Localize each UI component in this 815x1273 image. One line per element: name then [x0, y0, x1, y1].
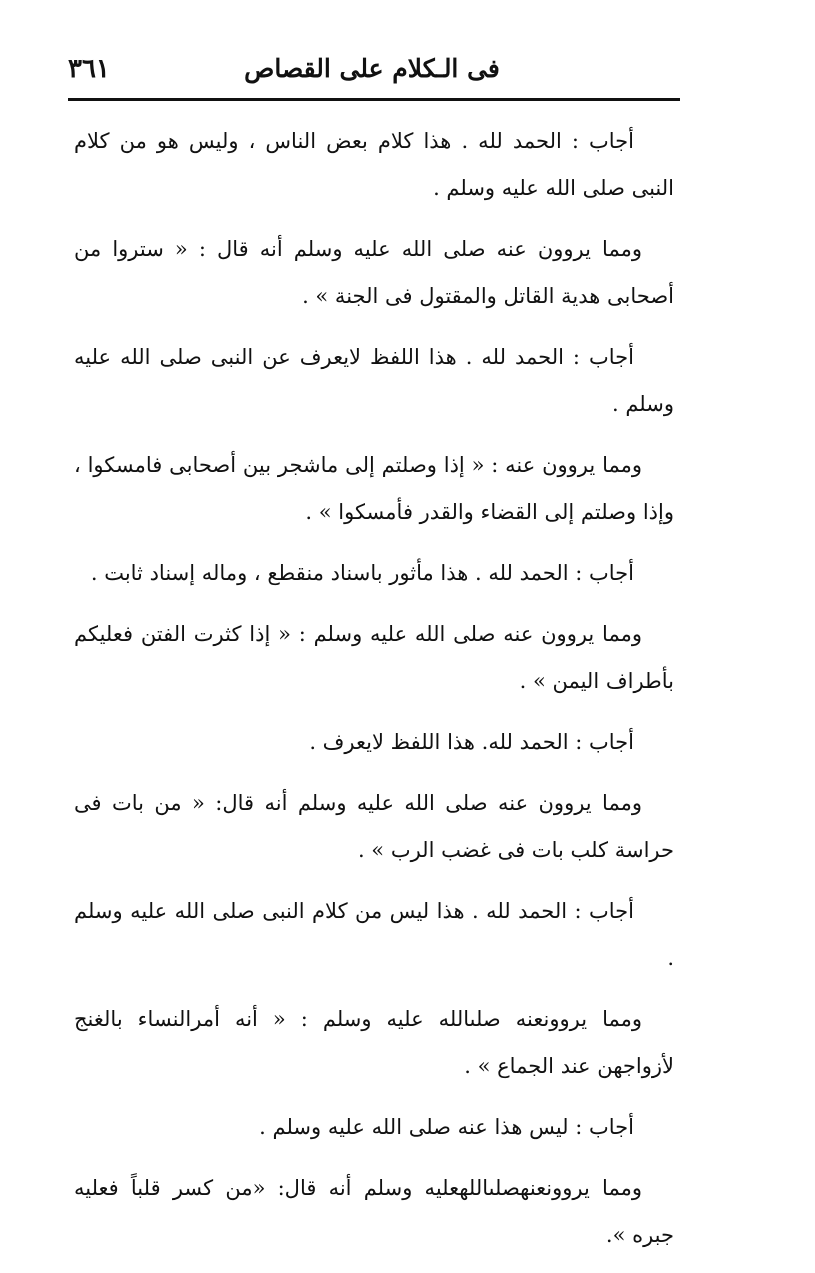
- question-paragraph: ومما يروون عنه صلى الله عليه وسلم : « إذا كثرت الفتن فعليكم بأطراف اليمن » .: [74, 622, 674, 693]
- answer-paragraph: أجاب : الحمد لله . هذا كلام بعض الناس ، وليس هو من كلام النبى صلى الله عليه وسلم .: [74, 129, 674, 200]
- answer-paragraph: أجاب : الحمد لله . هذا مأثور باسناد منقطع ، وماله إسناد ثابت .: [90, 561, 634, 585]
- page-header: [68, 50, 676, 94]
- header-rule: [68, 98, 680, 101]
- page-number: ٣٦١: [68, 54, 110, 84]
- answer-paragraph: أجاب : الحمد لله . هذا اللفظ لايعرف عن النبى صلى الله عليه وسلم .: [74, 345, 674, 416]
- page-body: [74, 118, 674, 1273]
- question-paragraph: ومما يروونعنه صلىالله عليه وسلم : « أنه أمرالنساء بالغنج لأزواجهن عند الجماع » .: [74, 1007, 674, 1078]
- answer-paragraph: أجاب : ليس هذا عنه صلى الله عليه وسلم .: [259, 1115, 634, 1139]
- running-title: فى الـكلام على القصاص: [244, 54, 500, 83]
- answer-paragraph: أجاب : الحمد لله . هذا ليس من كلام النبى صلى الله عليه وسلم .: [74, 899, 674, 970]
- question-paragraph: ومما يروون عنه : « إذا وصلتم إلى ماشجر بين أصحابى فامسكوا ، وإذا وصلتم إلى القضاء والقدر فأمسكوا » .: [74, 453, 674, 524]
- answer-paragraph: أجاب : الحمد لله. هذا اللفظ لايعرف .: [309, 730, 634, 754]
- question-paragraph: ومما يروون عنه صلى الله عليه وسلم أنه قال: « من بات فى حراسة كلب بات فى غضب الرب » .: [74, 791, 674, 862]
- question-paragraph: ومما يروونعنهصلىاللهعليه وسلم أنه قال: «من كسر قلباً فعليه جبره ».: [74, 1176, 674, 1247]
- question-paragraph: ومما يروون عنه صلى الله عليه وسلم أنه قال : « ستروا من أصحابى هدية القاتل والمقتول فى الجنة » .: [74, 237, 674, 308]
